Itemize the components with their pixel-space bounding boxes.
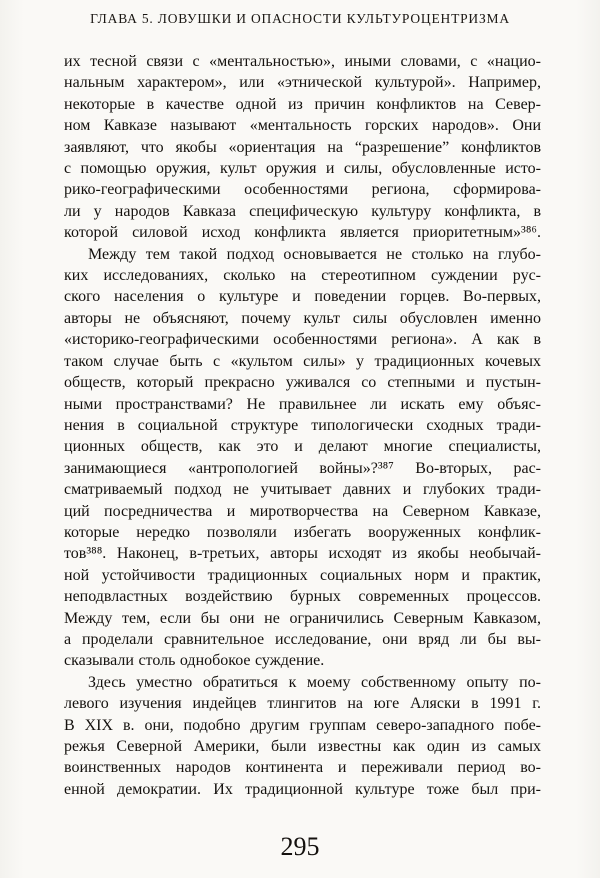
text-line: ном Кавказе называют «ментальность горских народов». Они <box>64 117 541 135</box>
text-line: нения в социальной структуре типологически сходных тради- <box>64 416 541 434</box>
text-line: с помощью оружия, культ оружия и силы, обусловленные исто- <box>64 160 541 178</box>
text-line: которые нередко позволяли избегать вооруженных конфлик- <box>64 523 541 541</box>
text-line: которой силовой исход конфликта является приоритетным»³⁸⁶. <box>64 224 541 242</box>
page-body-text <box>64 51 541 800</box>
text-line: ными пространствами? Не правильнее ли искать ему объяс- <box>64 395 541 413</box>
text-line: ционных обществ, как это и делают многие специалисты, <box>64 438 541 456</box>
text-line: их тесной связи с «ментальностью», иными словами, с «нацио- <box>64 53 541 70</box>
text-line: режья Северной Америки, были известны как один из самых <box>64 738 541 755</box>
text-line: «историко-географическими особенностями региона». А как в <box>64 331 541 349</box>
text-line: Между тем, если бы они не ограничились Северным Кавказом, <box>64 609 541 627</box>
text-line: сказывали столь однобокое суждение. <box>64 652 325 670</box>
text-line: обществ, который прекрасно уживался со степными и пустын- <box>64 374 541 392</box>
page-number: 295 <box>280 832 320 861</box>
text-line: таком случае быть с «культом силы» у традиционных кочевых <box>64 352 541 370</box>
running-header: ГЛАВА 5. ЛОВУШКИ И ОПАСНОСТИ КУЛЬТУРОЦЕНТРИЗМА <box>90 11 510 26</box>
text-line: некоторые в качестве одной из причин конфликтов на Север- <box>64 95 541 113</box>
text-line: занимающиеся «антропологией войны»?³⁸⁷ Во-вторых, рас- <box>64 459 541 477</box>
text-line: Между тем такой подход основывается не столько на глубо- <box>88 245 541 263</box>
text-line: тов³⁸⁸. Наконец, в-третьих, авторы исходят из якобы необычай- <box>64 545 541 563</box>
text-line: рико-географическими особенностями региона, сформирова- <box>64 181 541 199</box>
text-line: а проделали сравнительное исследование, они вряд ли бы вы- <box>64 630 541 648</box>
text-line: В XIX в. они, подобно другим группам северо-западного побе- <box>64 716 541 734</box>
text-line: Здесь уместно обратиться к моему собственному опыту по- <box>88 673 541 691</box>
text-line: авторы не объясняют, почему культ силы обусловлен именно <box>64 309 541 327</box>
text-line: ких исследованиях, сколько на стереотипном суждении рус- <box>64 267 541 285</box>
text-line: неподвластных воздействию бурных современных процессов. <box>64 588 541 606</box>
text-line: заявляют, что якобы «ориентация на “разрешение” конфликтов <box>64 138 541 156</box>
text-line: ций посредничества и миротворчества на Северном Кавказе, <box>64 502 541 520</box>
text-line: ли у народов Кавказа специфическую культуру конфликта, в <box>64 202 541 220</box>
text-line: енной демократии. Их традиционной культуре тоже был при- <box>64 780 541 798</box>
text-line: нальным характером», или «этнической культурой». Например, <box>64 74 541 92</box>
text-line: сматриваемый подход не учитывает давних и глубоких тради- <box>64 481 541 499</box>
text-line: ной устойчивости традиционных социальных норм и практик, <box>64 566 541 584</box>
text-line: ского населения о культуре и поведении горцев. Во-первых, <box>64 288 541 306</box>
text-line: левого изучения индейцев тлингитов на юге Аляски в 1991 г. <box>64 695 541 713</box>
text-line: воинственных народов континента и переживали период во- <box>64 759 541 777</box>
